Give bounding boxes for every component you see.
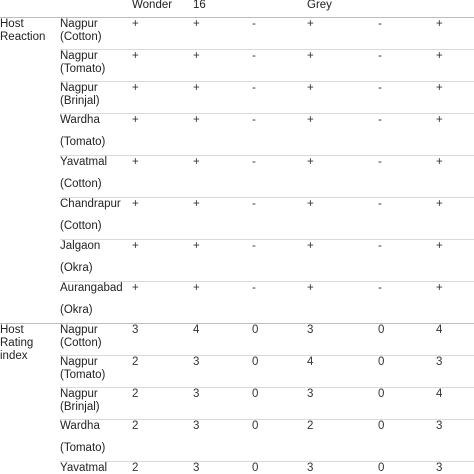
value-cell: 3 [193,462,252,474]
value-cell: 2 [132,420,193,462]
table-row [0,282,474,324]
location-name: Jalgaon [60,240,101,252]
group-label [0,324,60,474]
location-name: Nagpur [60,18,98,30]
value-cell: 4 [307,356,378,388]
value-cell: 2 [132,462,193,474]
value-cell: - [378,18,436,50]
value-cell: 2 [132,388,193,420]
location-name: Yavatmal [60,462,108,474]
value-cell: 0 [252,356,307,388]
value-cell: + [436,18,474,50]
table-row [0,156,474,198]
location-crop: (Tomato) [60,136,106,148]
location-crop: (Cotton) [60,31,102,43]
table-row [0,198,474,240]
location-cell [60,50,132,82]
table-row [0,324,474,356]
group-label-line: Host [0,324,24,336]
value-cell: 4 [436,324,474,356]
value-cell: + [307,156,378,198]
value-cell: - [252,240,307,282]
location-crop: (Tomato) [60,442,106,454]
location-crop: (Brinjal) [60,95,100,107]
value-cell: 0 [378,356,436,388]
value-cell: + [307,198,378,240]
header-blank-cell [60,0,132,18]
value-cell: - [378,50,436,82]
column-header [307,0,378,18]
value-cell: - [252,156,307,198]
location-cell [60,356,132,388]
location-cell [60,198,132,240]
location-crop: (Tomato) [60,369,106,381]
group-label-line: Rating [0,337,34,349]
location-crop: (Tomato) [60,63,106,75]
value-cell: - [378,114,436,156]
table-row [0,82,474,114]
value-cell: 3 [193,356,252,388]
value-cell: 3 [436,420,474,462]
group-label-line: Host [0,18,24,30]
value-cell: + [132,82,193,114]
location-crop: (Brinjal) [60,401,100,413]
value-cell: 2 [307,420,378,462]
value-cell: + [436,156,474,198]
value-cell: + [193,282,252,324]
group-label-line: Reaction [0,31,46,43]
location-cell [60,156,132,198]
column-header-line [378,0,436,11]
value-cell: - [252,82,307,114]
value-cell: + [132,282,193,324]
location-cell [60,282,132,324]
value-cell: + [307,18,378,50]
location-name: Wardha [60,420,100,432]
location-crop: (Cotton) [60,178,102,190]
location-cell [60,240,132,282]
value-cell: - [378,282,436,324]
column-header-line: Wonder [132,0,173,11]
value-cell: 3 [436,356,474,388]
value-cell: 3 [132,324,193,356]
value-cell: + [307,50,378,82]
table-row [0,114,474,156]
value-cell: 0 [378,324,436,356]
value-cell: - [378,82,436,114]
value-cell: 0 [252,324,307,356]
value-cell: + [193,240,252,282]
location-crop: (Okra) [60,304,93,316]
location-name: Nagpur [60,82,98,94]
value-cell: + [132,114,193,156]
value-cell: 3 [193,420,252,462]
column-header [132,0,193,18]
location-cell [60,82,132,114]
value-cell: + [132,50,193,82]
location-cell [60,420,132,462]
value-cell: - [378,198,436,240]
value-cell: 4 [193,324,252,356]
value-cell: 3 [436,462,474,474]
value-cell: + [307,82,378,114]
location-crop: (Cotton) [60,220,102,232]
table-row [0,420,474,462]
table-row [0,240,474,282]
table-row [0,356,474,388]
location-name: Nagpur [60,356,98,368]
column-header-line [252,0,307,11]
value-cell: + [132,156,193,198]
column-header [193,0,252,18]
value-cell: + [307,240,378,282]
location-cell [60,462,132,474]
group-label-line: index [0,350,28,362]
table-row [0,18,474,50]
value-cell: 3 [193,388,252,420]
value-cell: + [132,18,193,50]
location-name: Chandrapur [60,198,121,210]
value-cell: + [307,114,378,156]
value-cell: 0 [252,462,307,474]
value-cell: + [132,198,193,240]
location-name: Yavatmal [60,156,108,168]
table-row [0,50,474,82]
column-header-line [436,0,474,11]
location-name: Nagpur [60,324,98,336]
value-cell: + [193,198,252,240]
value-cell: + [436,282,474,324]
location-name: Nagpur [60,388,98,400]
location-cell [60,324,132,356]
value-cell: - [252,114,307,156]
value-cell: + [436,114,474,156]
value-cell: + [436,240,474,282]
value-cell: 3 [307,462,378,474]
value-cell: - [252,282,307,324]
header-row [0,0,474,18]
value-cell: 3 [307,388,378,420]
value-cell: 4 [436,388,474,420]
value-cell: + [193,156,252,198]
value-cell: - [252,50,307,82]
value-cell: - [252,198,307,240]
value-cell: - [378,156,436,198]
location-cell [60,114,132,156]
table-row [0,388,474,420]
value-cell: 0 [378,420,436,462]
value-cell: + [436,50,474,82]
location-cell [60,18,132,50]
value-cell: 0 [252,388,307,420]
value-cell: + [436,82,474,114]
value-cell: + [132,240,193,282]
value-cell: + [193,18,252,50]
value-cell: + [436,198,474,240]
value-cell: 0 [378,462,436,474]
value-cell: + [193,50,252,82]
column-header [252,0,307,18]
group-label [0,18,60,324]
value-cell: + [193,114,252,156]
location-crop: (Cotton) [60,337,102,349]
table-row [0,462,474,474]
location-name: Wardha [60,114,100,126]
column-header [436,0,474,18]
column-header-line: Grey [307,0,332,11]
value-cell: 3 [307,324,378,356]
value-cell: 2 [132,356,193,388]
location-name: Aurangabad [60,282,123,294]
header-blank-cell [0,0,60,18]
value-cell: + [307,282,378,324]
value-cell: + [193,82,252,114]
table-body [0,18,474,474]
value-cell: 0 [378,388,436,420]
value-cell: 0 [252,420,307,462]
value-cell: - [252,18,307,50]
column-header-line: 16 [193,0,206,11]
location-cell [60,388,132,420]
location-crop: (Okra) [60,262,93,274]
value-cell: - [378,240,436,282]
column-header [378,0,436,18]
location-name: Nagpur [60,50,98,62]
